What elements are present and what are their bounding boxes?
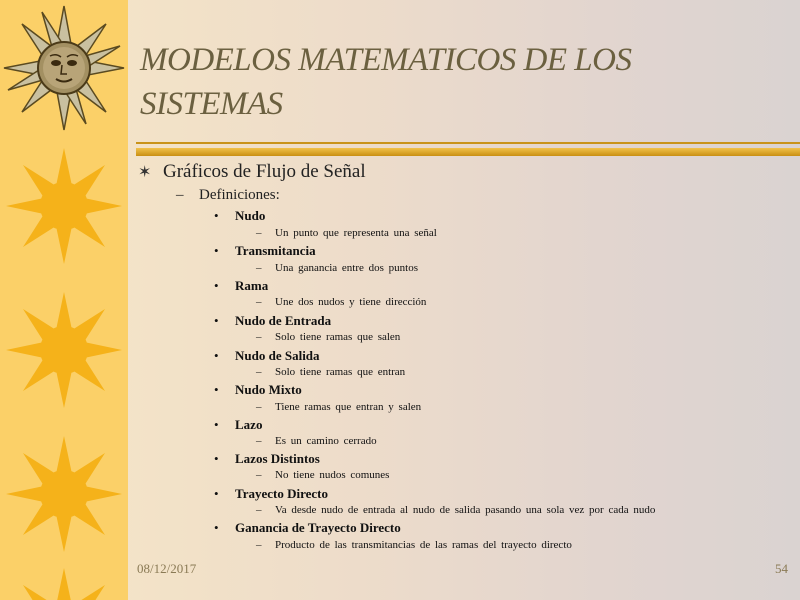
definition-text: Solo tiene ramas que entran xyxy=(275,366,406,378)
definition-term: Nudo Mixto xyxy=(235,382,302,397)
definition-text: Tiene ramas que entran y salen xyxy=(275,401,422,413)
desc-dash-icon: – xyxy=(256,469,262,481)
desc-dash-icon: – xyxy=(256,539,262,551)
item-bullet-icon: • xyxy=(214,486,219,501)
definition-text: Es un camino cerrado xyxy=(275,435,377,447)
item-bullet-icon: • xyxy=(214,520,219,535)
bullet-level1: Gráficos de Flujo de Señal xyxy=(163,161,366,182)
desc-dash-icon: – xyxy=(256,262,262,274)
desc-dash-icon: – xyxy=(256,331,262,343)
desc-dash-icon: – xyxy=(256,227,262,239)
definition-term: Ganancia de Trayecto Directo xyxy=(235,520,401,535)
slide-date: 08/12/2017 xyxy=(137,561,197,576)
desc-dash-icon: – xyxy=(256,435,262,447)
star-bullet-icon: ✶ xyxy=(138,164,152,181)
definition-text: Une dos nudos y tiene dirección xyxy=(275,296,427,308)
definition-term: Nudo de Salida xyxy=(235,348,320,363)
item-bullet-icon: • xyxy=(214,382,219,397)
desc-dash-icon: – xyxy=(256,401,262,413)
item-bullet-icon: • xyxy=(214,243,219,258)
definition-term: Transmitancia xyxy=(235,243,316,258)
slide-number: 54 xyxy=(775,561,788,576)
definition-term: Lazos Distintos xyxy=(235,451,320,466)
definition-text: Solo tiene ramas que salen xyxy=(275,331,401,343)
bullet-level2: Definiciones: xyxy=(199,187,280,203)
item-bullet-icon: • xyxy=(214,417,219,432)
definition-term: Trayecto Directo xyxy=(235,486,328,501)
definition-text: Un punto que representa una señal xyxy=(275,227,437,239)
definition-term: Rama xyxy=(235,278,269,293)
dash-bullet-icon: – xyxy=(176,187,184,203)
definition-term: Nudo de Entrada xyxy=(235,313,332,328)
desc-dash-icon: – xyxy=(256,504,262,516)
definition-term: Lazo xyxy=(235,417,263,432)
definition-text: No tiene nudos comunes xyxy=(275,469,390,481)
slide-title: MODELOS MATEMATICOS DE LOS SISTEMAS xyxy=(140,42,632,122)
item-bullet-icon: • xyxy=(214,313,219,328)
item-bullet-icon: • xyxy=(214,208,219,223)
definition-text: Producto de las transmitancias de las ramas del trayecto directo xyxy=(275,539,572,551)
definition-term: Nudo xyxy=(235,208,266,223)
definition-text: Una ganancia entre dos puntos xyxy=(275,262,419,274)
item-bullet-icon: • xyxy=(214,348,219,363)
item-bullet-icon: • xyxy=(214,451,219,466)
desc-dash-icon: – xyxy=(256,366,262,378)
item-bullet-icon: • xyxy=(214,278,219,293)
definition-text: Va desde nudo de entrada al nudo de salida pasando una sola vez por cada nudo xyxy=(275,504,656,516)
desc-dash-icon: – xyxy=(256,296,262,308)
